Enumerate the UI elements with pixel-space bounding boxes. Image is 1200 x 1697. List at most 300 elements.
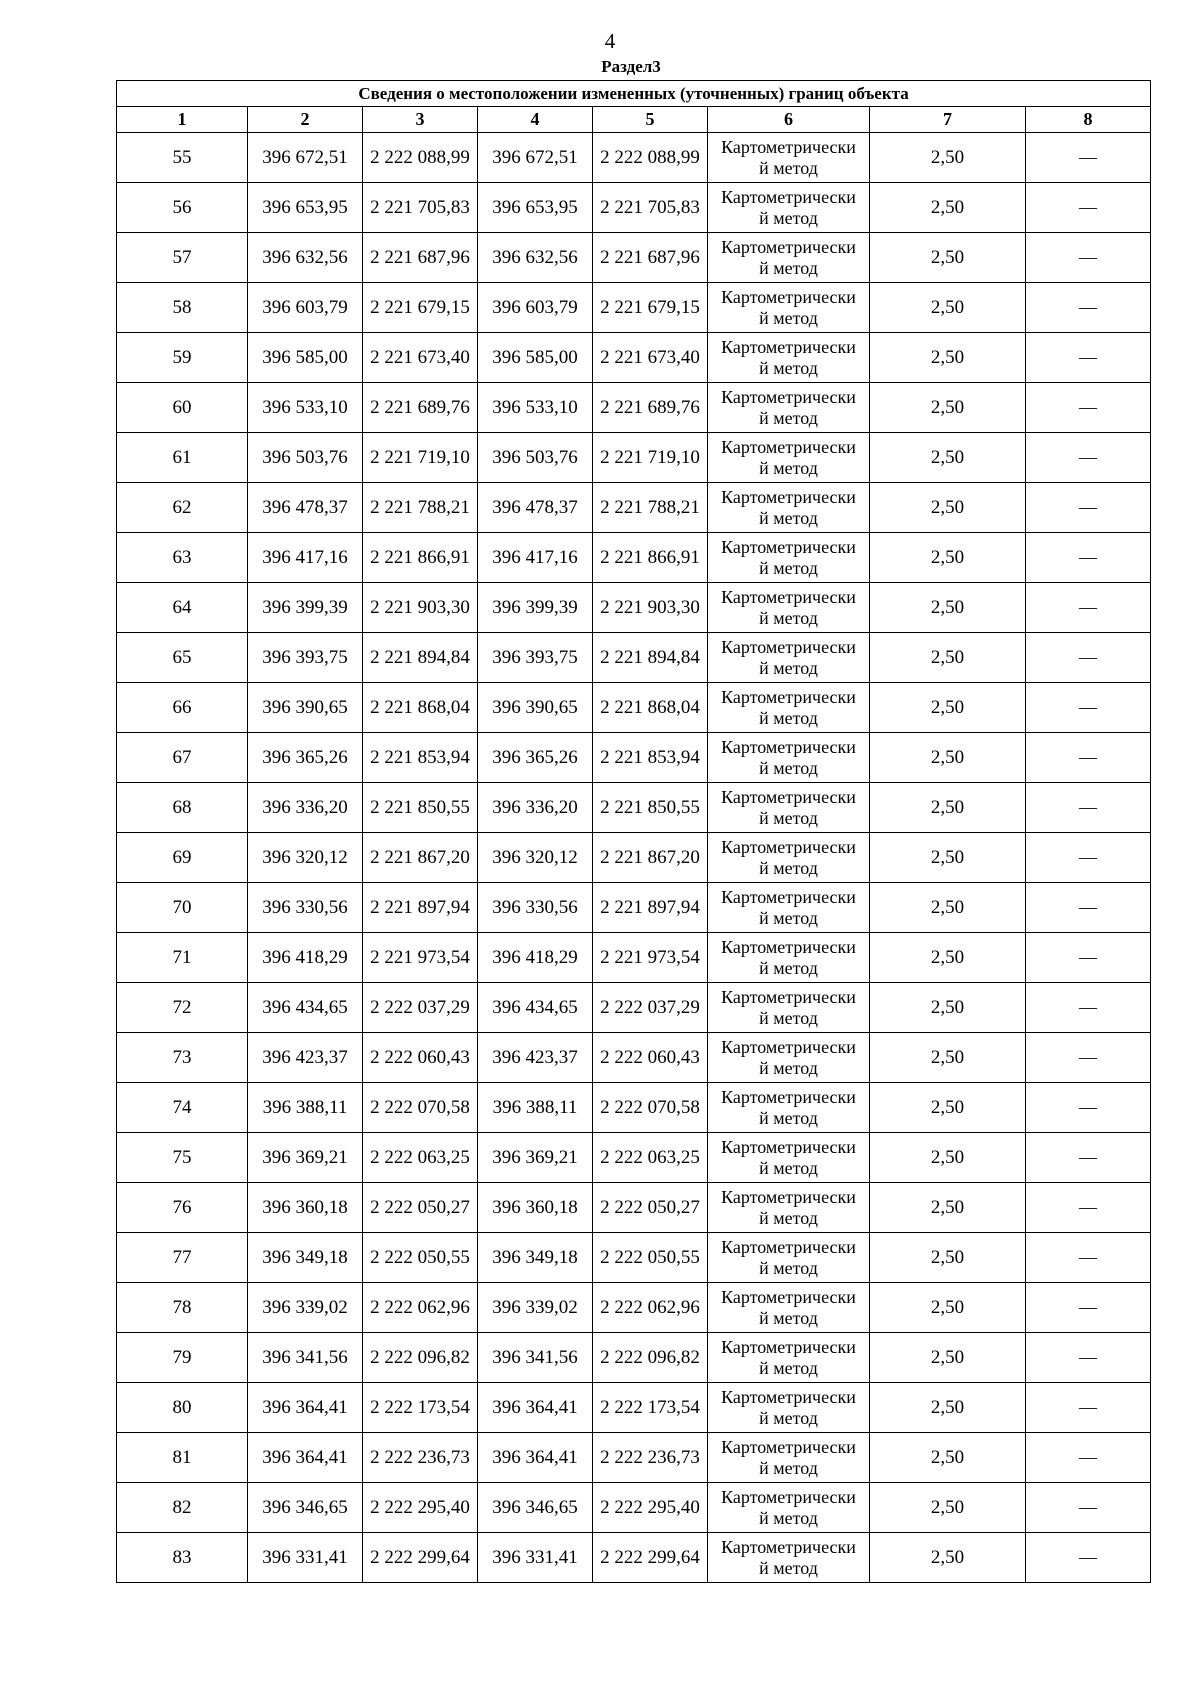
method-text-line1: Картометрически [721, 986, 856, 1007]
precision-cell: 2,50 [870, 1083, 1026, 1133]
method-text-line2: й метод [759, 1107, 818, 1128]
precision-cell: 2,50 [870, 1383, 1026, 1433]
method-text-line1: Картометрически [721, 686, 856, 707]
coord-y-existing-cell: 2 221 788,21 [363, 483, 478, 533]
point-number-cell: 70 [117, 883, 248, 933]
table-row [117, 1333, 1151, 1383]
point-number-cell: 82 [117, 1483, 248, 1533]
description-cell: — [1026, 383, 1151, 433]
point-number-cell: 58 [117, 283, 248, 333]
coord-x-existing-cell: 396 393,75 [248, 633, 363, 683]
method-text-line2: й метод [759, 807, 818, 828]
coord-y-refined-cell: 2 221 868,04 [593, 683, 708, 733]
coord-y-refined-cell: 2 222 050,55 [593, 1233, 708, 1283]
method-text-line1: Картометрически [721, 436, 856, 457]
method-text-line2: й метод [759, 1507, 818, 1528]
description-cell: — [1026, 333, 1151, 383]
coord-y-existing-cell: 2 221 894,84 [363, 633, 478, 683]
description-cell: — [1026, 983, 1151, 1033]
method-text-line2: й метод [759, 157, 818, 178]
coord-x-existing-cell: 396 388,11 [248, 1083, 363, 1133]
coord-x-existing-cell: 396 423,37 [248, 1033, 363, 1083]
coord-y-refined-cell: 2 222 096,82 [593, 1333, 708, 1383]
precision-cell: 2,50 [870, 683, 1026, 733]
coord-x-existing-cell: 396 364,41 [248, 1433, 363, 1483]
coord-y-refined-cell: 2 221 867,20 [593, 833, 708, 883]
method-text-line1: Картометрически [721, 636, 856, 657]
column-number: 1 [117, 107, 248, 133]
point-number-cell: 78 [117, 1283, 248, 1333]
point-number-cell: 61 [117, 433, 248, 483]
coord-x-refined-cell: 396 341,56 [478, 1333, 593, 1383]
table-row [117, 233, 1151, 283]
coord-y-refined-cell: 2 222 295,40 [593, 1483, 708, 1533]
point-number-cell: 65 [117, 633, 248, 683]
method-text-line1: Картометрически [721, 1336, 856, 1357]
method-cell [708, 1083, 870, 1133]
table-row [117, 333, 1151, 383]
point-number-cell: 72 [117, 983, 248, 1033]
method-text-line2: й метод [759, 707, 818, 728]
coord-x-refined-cell: 396 478,37 [478, 483, 593, 533]
method-cell [708, 133, 870, 183]
coord-x-refined-cell: 396 388,11 [478, 1083, 593, 1133]
method-text-line1: Картометрически [721, 186, 856, 207]
coord-y-refined-cell: 2 221 850,55 [593, 783, 708, 833]
section-title: Раздел3 [601, 57, 661, 76]
coord-y-existing-cell: 2 221 866,91 [363, 533, 478, 583]
method-cell [708, 483, 870, 533]
coord-y-existing-cell: 2 222 050,27 [363, 1183, 478, 1233]
coord-x-refined-cell: 396 434,65 [478, 983, 593, 1033]
method-text-line2: й метод [759, 1257, 818, 1278]
table-row [117, 383, 1151, 433]
method-cell [708, 783, 870, 833]
description-cell: — [1026, 233, 1151, 283]
description-cell: — [1026, 783, 1151, 833]
method-cell [708, 733, 870, 783]
coord-x-existing-cell: 396 603,79 [248, 283, 363, 333]
point-number-cell: 55 [117, 133, 248, 183]
coord-x-existing-cell: 396 672,51 [248, 133, 363, 183]
point-number-cell: 80 [117, 1383, 248, 1433]
description-cell: — [1026, 883, 1151, 933]
coord-y-existing-cell: 2 222 088,99 [363, 133, 478, 183]
point-number-cell: 77 [117, 1233, 248, 1283]
description-cell: — [1026, 183, 1151, 233]
precision-cell: 2,50 [870, 1283, 1026, 1333]
coord-x-existing-cell: 396 364,41 [248, 1383, 363, 1433]
description-cell: — [1026, 833, 1151, 883]
precision-cell: 2,50 [870, 1133, 1026, 1183]
method-text-line2: й метод [759, 507, 818, 528]
method-text-line1: Картометрически [721, 336, 856, 357]
table-row [117, 133, 1151, 183]
coord-x-existing-cell: 396 360,18 [248, 1183, 363, 1233]
point-number-cell: 67 [117, 733, 248, 783]
table-row [117, 983, 1151, 1033]
point-number-cell: 56 [117, 183, 248, 233]
coord-x-existing-cell: 396 585,00 [248, 333, 363, 383]
column-number: 8 [1026, 107, 1151, 133]
precision-cell: 2,50 [870, 833, 1026, 883]
coord-x-refined-cell: 396 360,18 [478, 1183, 593, 1233]
table-row [117, 1033, 1151, 1083]
method-cell [708, 1383, 870, 1433]
table-row [117, 833, 1151, 883]
method-text-line1: Картометрически [721, 836, 856, 857]
method-cell [708, 883, 870, 933]
table-row [117, 1233, 1151, 1283]
coord-y-existing-cell: 2 221 853,94 [363, 733, 478, 783]
description-cell: — [1026, 133, 1151, 183]
method-text-line1: Картометрически [721, 1086, 856, 1107]
coord-x-existing-cell: 396 349,18 [248, 1233, 363, 1283]
method-cell [708, 183, 870, 233]
description-cell: — [1026, 483, 1151, 533]
coord-x-existing-cell: 396 341,56 [248, 1333, 363, 1383]
description-cell: — [1026, 433, 1151, 483]
table-row [117, 783, 1151, 833]
table-row [117, 583, 1151, 633]
method-cell [708, 1233, 870, 1283]
method-cell [708, 983, 870, 1033]
table-row [117, 483, 1151, 533]
point-number-cell: 73 [117, 1033, 248, 1083]
coord-y-existing-cell: 2 221 850,55 [363, 783, 478, 833]
table-row [117, 1483, 1151, 1533]
coord-x-refined-cell: 396 346,65 [478, 1483, 593, 1533]
coord-x-existing-cell: 396 434,65 [248, 983, 363, 1033]
coord-y-existing-cell: 2 222 050,55 [363, 1233, 478, 1283]
method-text-line1: Картометрически [721, 936, 856, 957]
method-text-line1: Картометрически [721, 1036, 856, 1057]
method-text-line2: й метод [759, 307, 818, 328]
method-cell [708, 1333, 870, 1383]
method-text-line2: й метод [759, 1407, 818, 1428]
precision-cell: 2,50 [870, 233, 1026, 283]
method-text-line2: й метод [759, 207, 818, 228]
coord-x-existing-cell: 396 336,20 [248, 783, 363, 833]
method-cell [708, 283, 870, 333]
table-row [117, 933, 1151, 983]
column-number: 7 [870, 107, 1026, 133]
coord-y-refined-cell: 2 221 866,91 [593, 533, 708, 583]
method-text-line1: Картометрически [721, 886, 856, 907]
description-cell: — [1026, 1383, 1151, 1433]
method-text-line2: й метод [759, 457, 818, 478]
method-text-line2: й метод [759, 607, 818, 628]
precision-cell: 2,50 [870, 133, 1026, 183]
method-cell [708, 633, 870, 683]
description-cell: — [1026, 1533, 1151, 1583]
method-text-line2: й метод [759, 957, 818, 978]
table-row [117, 1183, 1151, 1233]
precision-cell: 2,50 [870, 483, 1026, 533]
point-number-cell: 64 [117, 583, 248, 633]
description-cell: — [1026, 683, 1151, 733]
method-cell [708, 583, 870, 633]
method-text-line1: Картометрически [721, 1136, 856, 1157]
precision-cell: 2,50 [870, 1033, 1026, 1083]
method-text-line1: Картометрически [721, 586, 856, 607]
method-text-line2: й метод [759, 1557, 818, 1578]
method-text-line1: Картометрически [721, 1436, 856, 1457]
table-row [117, 633, 1151, 683]
column-number: 4 [478, 107, 593, 133]
coord-x-existing-cell: 396 330,56 [248, 883, 363, 933]
description-cell: — [1026, 1333, 1151, 1383]
method-text-line2: й метод [759, 1157, 818, 1178]
table-row [117, 733, 1151, 783]
coord-x-existing-cell: 396 390,65 [248, 683, 363, 733]
coord-y-existing-cell: 2 222 096,82 [363, 1333, 478, 1383]
coord-y-refined-cell: 2 222 063,25 [593, 1133, 708, 1183]
coord-y-existing-cell: 2 222 063,25 [363, 1133, 478, 1183]
coord-y-existing-cell: 2 221 719,10 [363, 433, 478, 483]
point-number-cell: 59 [117, 333, 248, 383]
table-caption: Сведения о местоположении измененных (уточненных) границ объекта [117, 81, 1151, 107]
coord-y-refined-cell: 2 222 299,64 [593, 1533, 708, 1583]
method-cell [708, 933, 870, 983]
coord-x-existing-cell: 396 365,26 [248, 733, 363, 783]
coord-y-refined-cell: 2 221 719,10 [593, 433, 708, 483]
coord-x-refined-cell: 396 503,76 [478, 433, 593, 483]
precision-cell: 2,50 [870, 1533, 1026, 1583]
method-text-line2: й метод [759, 907, 818, 928]
point-number-cell: 81 [117, 1433, 248, 1483]
method-cell [708, 1283, 870, 1333]
coord-x-refined-cell: 396 672,51 [478, 133, 593, 183]
coord-x-existing-cell: 396 632,56 [248, 233, 363, 283]
coord-y-refined-cell: 2 222 037,29 [593, 983, 708, 1033]
method-text-line1: Картометрически [721, 386, 856, 407]
method-text-line2: й метод [759, 357, 818, 378]
column-number: 6 [708, 107, 870, 133]
precision-cell: 2,50 [870, 1333, 1026, 1383]
table-row [117, 883, 1151, 933]
method-cell [708, 533, 870, 583]
method-text-line2: й метод [759, 1307, 818, 1328]
method-text-line2: й метод [759, 1457, 818, 1478]
method-text-line1: Картометрически [721, 1236, 856, 1257]
method-text-line2: й метод [759, 857, 818, 878]
page-number: 4 [604, 29, 616, 53]
coord-y-existing-cell: 2 221 705,83 [363, 183, 478, 233]
coord-y-refined-cell: 2 221 903,30 [593, 583, 708, 633]
precision-cell: 2,50 [870, 633, 1026, 683]
precision-cell: 2,50 [870, 333, 1026, 383]
coord-x-refined-cell: 396 339,02 [478, 1283, 593, 1333]
coord-y-existing-cell: 2 221 897,94 [363, 883, 478, 933]
precision-cell: 2,50 [870, 733, 1026, 783]
coord-y-refined-cell: 2 221 788,21 [593, 483, 708, 533]
coord-x-refined-cell: 396 320,12 [478, 833, 593, 883]
coord-x-existing-cell: 396 653,95 [248, 183, 363, 233]
point-number-cell: 83 [117, 1533, 248, 1583]
coord-x-existing-cell: 396 418,29 [248, 933, 363, 983]
table-row [117, 1083, 1151, 1133]
coord-y-existing-cell: 2 222 295,40 [363, 1483, 478, 1533]
column-number: 2 [248, 107, 363, 133]
coord-y-existing-cell: 2 222 173,54 [363, 1383, 478, 1433]
coord-y-existing-cell: 2 222 062,96 [363, 1283, 478, 1333]
coord-y-existing-cell: 2 221 973,54 [363, 933, 478, 983]
coord-y-refined-cell: 2 221 705,83 [593, 183, 708, 233]
method-cell [708, 1483, 870, 1533]
coord-x-refined-cell: 396 365,26 [478, 733, 593, 783]
coord-y-refined-cell: 2 222 088,99 [593, 133, 708, 183]
method-text-line2: й метод [759, 407, 818, 428]
method-text-line1: Картометрически [721, 1386, 856, 1407]
method-text-line1: Картометрически [721, 1186, 856, 1207]
coord-x-refined-cell: 396 336,20 [478, 783, 593, 833]
coord-x-refined-cell: 396 418,29 [478, 933, 593, 983]
table-row [117, 1433, 1151, 1483]
coord-y-existing-cell: 2 222 070,58 [363, 1083, 478, 1133]
coord-y-refined-cell: 2 221 897,94 [593, 883, 708, 933]
method-cell [708, 383, 870, 433]
coord-x-refined-cell: 396 393,75 [478, 633, 593, 683]
coord-x-refined-cell: 396 533,10 [478, 383, 593, 433]
precision-cell: 2,50 [870, 383, 1026, 433]
method-text-line1: Картометрически [721, 286, 856, 307]
coord-y-existing-cell: 2 222 236,73 [363, 1433, 478, 1483]
precision-cell: 2,50 [870, 283, 1026, 333]
coord-y-existing-cell: 2 221 867,20 [363, 833, 478, 883]
method-text-line2: й метод [759, 257, 818, 278]
method-text-line2: й метод [759, 557, 818, 578]
precision-cell: 2,50 [870, 1433, 1026, 1483]
boundary-coordinates-table [116, 80, 1151, 1583]
method-cell [708, 683, 870, 733]
coord-y-existing-cell: 2 221 689,76 [363, 383, 478, 433]
method-cell [708, 1133, 870, 1183]
description-cell: — [1026, 1483, 1151, 1533]
method-text-line1: Картометрически [721, 1286, 856, 1307]
table-row [117, 1133, 1151, 1183]
coord-x-existing-cell: 396 339,02 [248, 1283, 363, 1333]
method-text-line1: Картометрически [721, 786, 856, 807]
column-number-row [117, 107, 1151, 133]
coord-y-existing-cell: 2 221 868,04 [363, 683, 478, 733]
method-text-line2: й метод [759, 1007, 818, 1028]
method-cell [708, 1533, 870, 1583]
coord-x-existing-cell: 396 399,39 [248, 583, 363, 633]
precision-cell: 2,50 [870, 933, 1026, 983]
coord-y-refined-cell: 2 221 894,84 [593, 633, 708, 683]
coord-x-existing-cell: 396 346,65 [248, 1483, 363, 1533]
column-number: 3 [363, 107, 478, 133]
description-cell: — [1026, 733, 1151, 783]
coord-x-refined-cell: 396 603,79 [478, 283, 593, 333]
coord-y-refined-cell: 2 221 853,94 [593, 733, 708, 783]
method-text-line2: й метод [759, 1207, 818, 1228]
method-cell [708, 833, 870, 883]
point-number-cell: 79 [117, 1333, 248, 1383]
method-text-line1: Картометрически [721, 136, 856, 157]
method-cell [708, 1033, 870, 1083]
coord-y-refined-cell: 2 221 973,54 [593, 933, 708, 983]
precision-cell: 2,50 [870, 1483, 1026, 1533]
coord-x-refined-cell: 396 632,56 [478, 233, 593, 283]
point-number-cell: 76 [117, 1183, 248, 1233]
precision-cell: 2,50 [870, 883, 1026, 933]
method-text-line2: й метод [759, 1057, 818, 1078]
coord-y-refined-cell: 2 222 173,54 [593, 1383, 708, 1433]
point-number-cell: 75 [117, 1133, 248, 1183]
coord-y-refined-cell: 2 222 236,73 [593, 1433, 708, 1483]
precision-cell: 2,50 [870, 1233, 1026, 1283]
description-cell: — [1026, 583, 1151, 633]
coord-y-refined-cell: 2 221 673,40 [593, 333, 708, 383]
description-cell: — [1026, 283, 1151, 333]
table-row [117, 683, 1151, 733]
precision-cell: 2,50 [870, 183, 1026, 233]
method-cell [708, 1433, 870, 1483]
description-cell: — [1026, 1433, 1151, 1483]
coord-x-existing-cell: 396 369,21 [248, 1133, 363, 1183]
precision-cell: 2,50 [870, 1183, 1026, 1233]
coord-x-refined-cell: 396 417,16 [478, 533, 593, 583]
table-row [117, 433, 1151, 483]
description-cell: — [1026, 1133, 1151, 1183]
coord-x-refined-cell: 396 349,18 [478, 1233, 593, 1283]
column-number: 5 [593, 107, 708, 133]
method-cell [708, 1183, 870, 1233]
method-cell [708, 233, 870, 283]
coord-y-refined-cell: 2 221 679,15 [593, 283, 708, 333]
coord-x-refined-cell: 396 330,56 [478, 883, 593, 933]
method-text-line1: Картометрически [721, 736, 856, 757]
method-cell [708, 333, 870, 383]
description-cell: — [1026, 1083, 1151, 1133]
coord-x-existing-cell: 396 331,41 [248, 1533, 363, 1583]
method-text-line1: Картометрически [721, 486, 856, 507]
coord-y-existing-cell: 2 221 687,96 [363, 233, 478, 283]
coord-x-existing-cell: 396 417,16 [248, 533, 363, 583]
point-number-cell: 71 [117, 933, 248, 983]
coord-y-refined-cell: 2 222 070,58 [593, 1083, 708, 1133]
coord-y-existing-cell: 2 221 673,40 [363, 333, 478, 383]
coord-y-existing-cell: 2 221 903,30 [363, 583, 478, 633]
table-body [117, 133, 1151, 1583]
point-number-cell: 74 [117, 1083, 248, 1133]
table-row [117, 1533, 1151, 1583]
coord-x-refined-cell: 396 364,41 [478, 1433, 593, 1483]
method-cell [708, 433, 870, 483]
precision-cell: 2,50 [870, 783, 1026, 833]
point-number-cell: 68 [117, 783, 248, 833]
coord-x-refined-cell: 396 399,39 [478, 583, 593, 633]
coord-x-refined-cell: 396 423,37 [478, 1033, 593, 1083]
method-text-line1: Картометрически [721, 1486, 856, 1507]
precision-cell: 2,50 [870, 583, 1026, 633]
coord-x-existing-cell: 396 478,37 [248, 483, 363, 533]
point-number-cell: 62 [117, 483, 248, 533]
precision-cell: 2,50 [870, 433, 1026, 483]
coord-y-refined-cell: 2 222 060,43 [593, 1033, 708, 1083]
description-cell: — [1026, 1183, 1151, 1233]
coord-y-existing-cell: 2 222 299,64 [363, 1533, 478, 1583]
method-text-line2: й метод [759, 657, 818, 678]
coord-x-existing-cell: 396 503,76 [248, 433, 363, 483]
description-cell: — [1026, 1033, 1151, 1083]
description-cell: — [1026, 1233, 1151, 1283]
coord-y-existing-cell: 2 221 679,15 [363, 283, 478, 333]
method-text-line2: й метод [759, 1357, 818, 1378]
coord-y-refined-cell: 2 222 062,96 [593, 1283, 708, 1333]
